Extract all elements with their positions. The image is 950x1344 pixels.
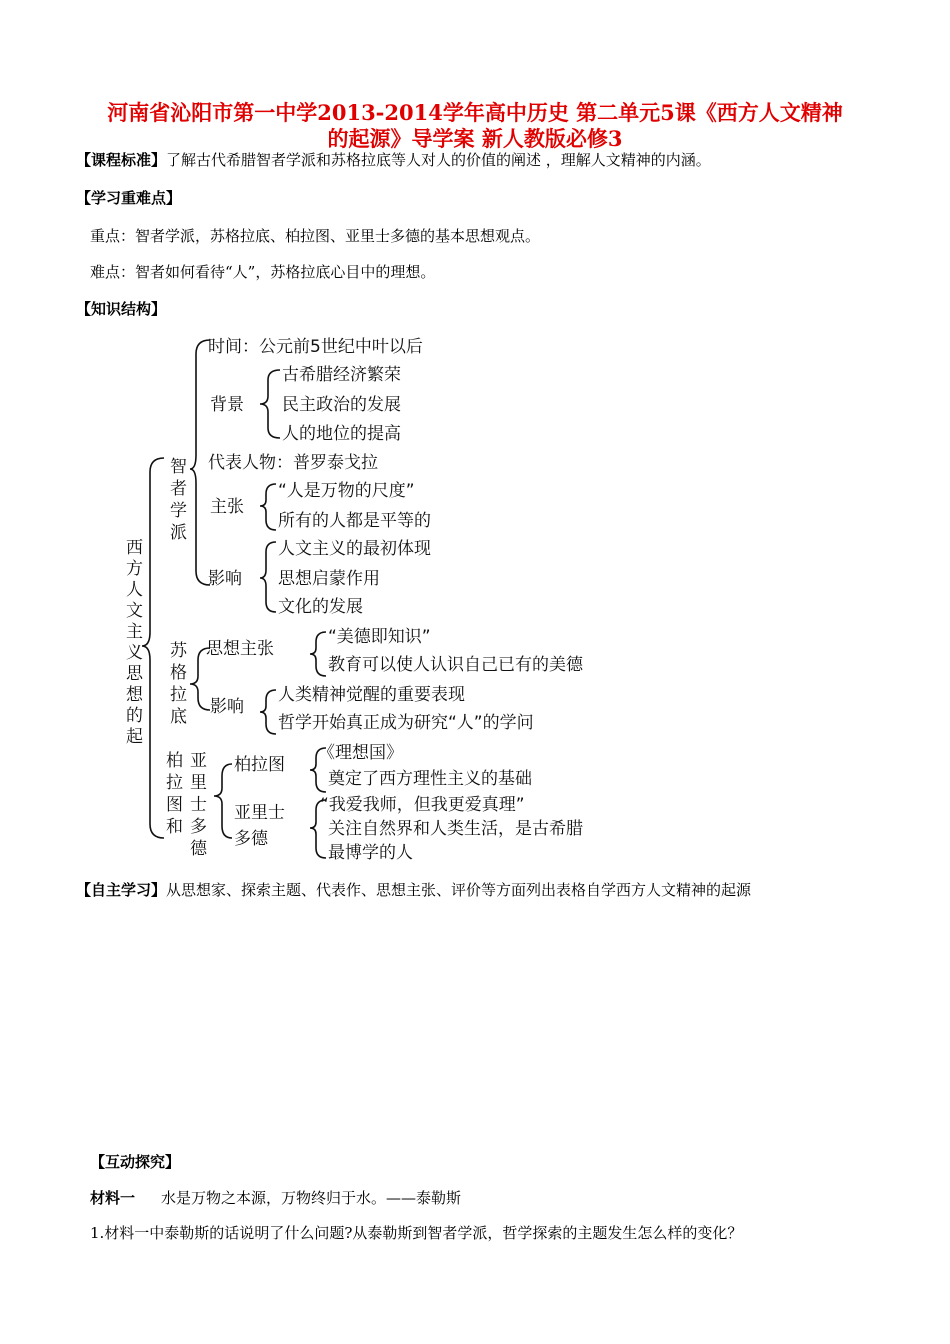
su-idea-0: “美德即知识” [328, 627, 431, 647]
root-brace [142, 458, 164, 838]
su-impact-label: 影响 [210, 697, 244, 717]
zhizhe-bg-1: 民主政治的发展 [282, 395, 401, 415]
root-char: 西 [126, 538, 143, 558]
svg-text:士: 士 [190, 795, 207, 815]
interactive-heading: 【互动探究】 [90, 1153, 181, 1171]
pa-brace [214, 764, 232, 838]
zhizhe-impact-1: 思想启蒙作用 [278, 569, 380, 589]
root-char: 的 [126, 706, 143, 726]
zhizhe-bg-brace [260, 370, 280, 438]
zhizhe-claim-brace [260, 484, 276, 530]
zhizhe-bg-label: 背景 [210, 395, 244, 415]
material-one [90, 1188, 461, 1208]
material-text: 水是万物之本源，万物终归于水。——泰勒斯 [161, 1189, 462, 1207]
svg-text:底: 底 [170, 707, 187, 727]
ari-label-2: 多德 [234, 829, 268, 849]
ari-1: 关注自然界和人类生活，是古希腊 [328, 819, 583, 839]
root-char: 思 [126, 664, 143, 684]
root-char: 起 [126, 727, 143, 747]
root-char: 方 [126, 559, 143, 579]
su-impact-1: 哲学开始真正成为研究“人”的学问 [278, 713, 534, 733]
zhizhe-bg-0: 古希腊经济繁荣 [282, 365, 401, 385]
svg-text:拉: 拉 [170, 685, 187, 705]
pa-label [166, 751, 208, 859]
svg-text:派: 派 [170, 523, 187, 543]
self-study [76, 880, 751, 900]
self-study-text: 从思想家、探索主题、代表作、思想主张、评价等方面列出表格自学西方人文精神的起源 [166, 881, 752, 899]
root-char: 主 [126, 622, 143, 642]
su-label [170, 641, 188, 727]
svg-text:苏: 苏 [170, 641, 187, 661]
svg-text:柏: 柏 [166, 751, 183, 771]
keypoints-important: 重点：智者学派，苏格拉底、柏拉图、亚里士多德的基本思想观点。 [90, 227, 541, 245]
zhizhe-bg-2: 人的地位的提高 [282, 424, 401, 444]
su-impact-brace [260, 690, 276, 734]
svg-text:里: 里 [190, 773, 207, 793]
zhizhe-brace [190, 340, 210, 585]
zhizhe-impact-label: 影响 [208, 569, 242, 589]
root-label [126, 538, 144, 747]
plato-label: 柏拉图 [234, 755, 285, 775]
doc-title-line2: 的起源》导学案 新人教版必修3 [327, 126, 623, 151]
zhizhe-impact-0: 人文主义的最初体现 [278, 539, 431, 559]
root-char: 人 [126, 580, 143, 600]
svg-text:和: 和 [166, 817, 183, 837]
svg-text:拉: 拉 [166, 773, 183, 793]
su-idea-brace [310, 632, 326, 676]
doc-title-line1: 河南省沁阳市第一中学2013-2014学年高中历史 第二单元5课《西方人文精神 [107, 100, 843, 125]
svg-text:德: 德 [190, 839, 207, 859]
plato-1: 奠定了西方理性主义的基础 [328, 769, 532, 789]
self-study-label: 【自主学习】 [76, 881, 167, 899]
zhizhe-claim-0: “人是万物的尺度” [278, 481, 415, 501]
root-char: 义 [126, 643, 143, 663]
course-standard-label: 【课程标准】 [76, 151, 167, 169]
su-idea-label: 思想主张 [206, 639, 274, 659]
svg-text:学: 学 [170, 501, 187, 521]
zhizhe-rep: 代表人物：普罗泰戈拉 [208, 453, 378, 473]
zhizhe-impact-brace [260, 542, 276, 612]
ari-0: “我爱我师，但我更爱真理” [320, 795, 525, 815]
ari-label-1: 亚里士 [234, 803, 285, 823]
question-one: 1.材料一中泰勒斯的话说明了什么问题?从泰勒斯到智者学派，哲学探索的主题发生怎么样的变化？ [90, 1224, 743, 1242]
zhizhe-claim-1: 所有的人都是平等的 [278, 511, 431, 531]
material-label: 材料一 [90, 1189, 136, 1207]
svg-text:图: 图 [166, 795, 183, 815]
svg-text:智: 智 [170, 457, 187, 477]
svg-text:亚: 亚 [190, 751, 207, 771]
keypoints-heading: 【学习重难点】 [76, 189, 182, 207]
svg-text:多: 多 [190, 817, 207, 837]
su-idea-1: 教育可以使人认识自己已有的美德 [328, 655, 583, 675]
zhizhe-claim-label: 主张 [210, 497, 244, 517]
structure-heading: 【知识结构】 [76, 300, 167, 318]
zhizhe-impact-2: 文化的发展 [278, 597, 363, 617]
course-standard-text: 了解古代希腊智者学派和苏格拉底等人对人的价值的阐述 ，理解人文精神的内涵。 [166, 151, 711, 169]
svg-text:者: 者 [170, 479, 187, 499]
ari-2: 最博学的人 [328, 843, 413, 863]
root-char: 文 [126, 601, 143, 621]
svg-text:格: 格 [170, 663, 187, 683]
keypoints-difficult: 难点：智者如何看待“人”，苏格拉底心目中的理想。 [90, 263, 436, 281]
su-impact-0: 人类精神觉醒的重要表现 [278, 685, 465, 705]
zhizhe-label [170, 457, 187, 543]
root-char: 想 [126, 685, 143, 705]
zhizhe-time: 时间：公元前5世纪中叶以后 [208, 337, 423, 357]
plato-0: 《理想国》 [318, 743, 403, 763]
